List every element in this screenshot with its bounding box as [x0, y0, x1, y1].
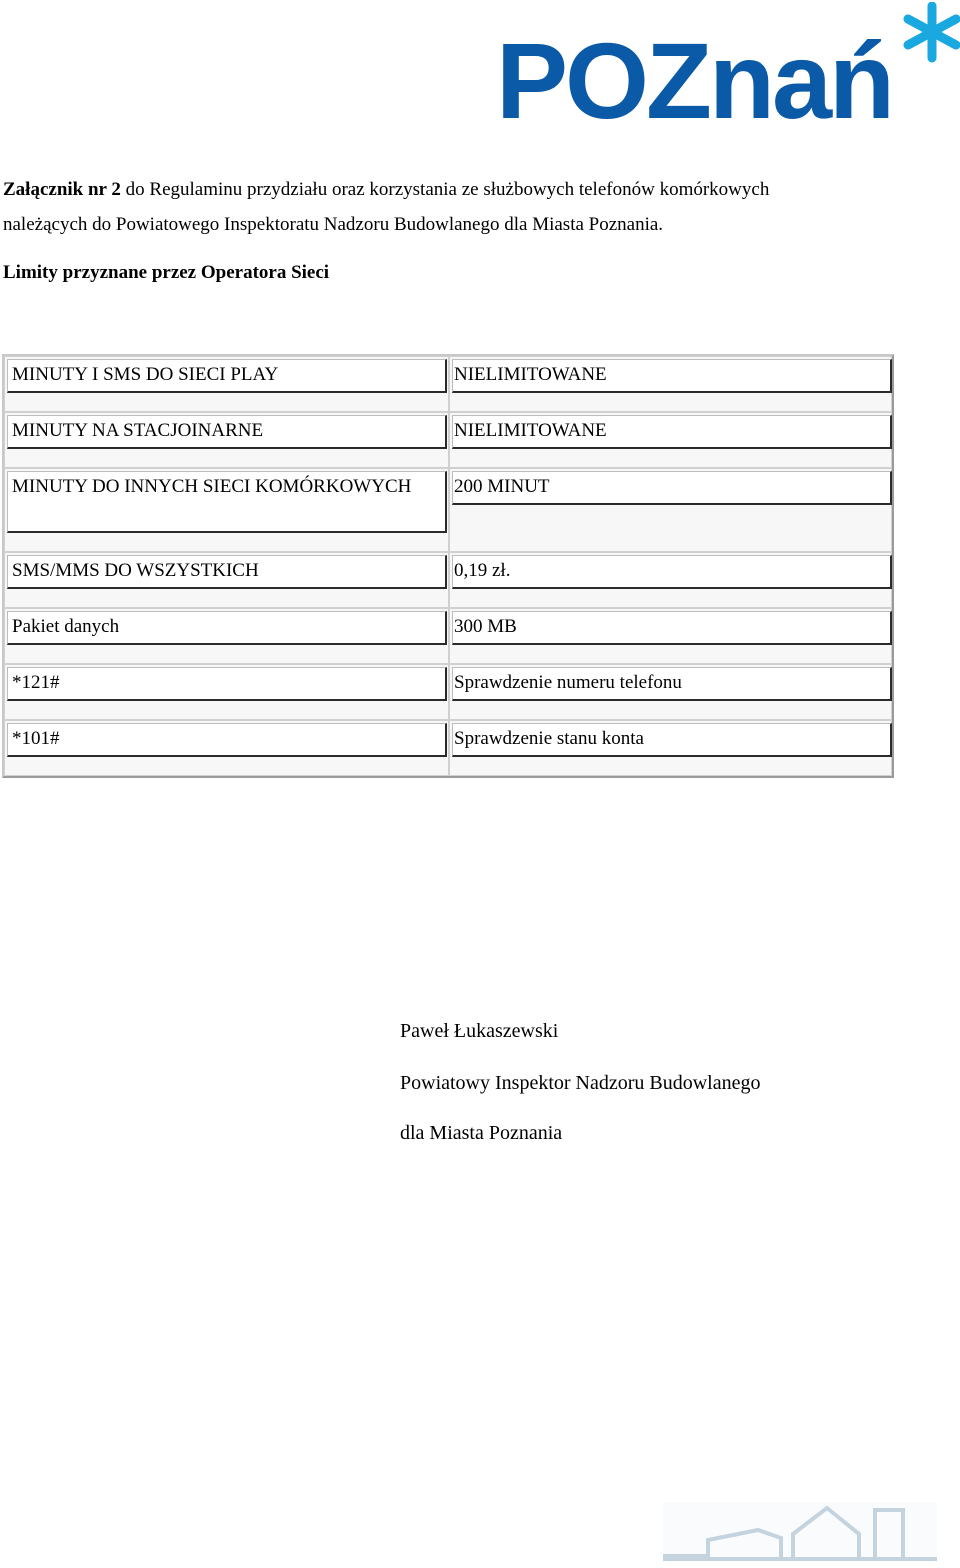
building-outline-icon: [663, 1502, 937, 1562]
signature-title: Powiatowy Inspektor Nadzoru Budowlanego: [400, 1072, 761, 1094]
table-cell-value: 300 MB: [452, 611, 892, 645]
table-cell-value: 200 MINUT: [452, 471, 892, 505]
table-cell-value: Sprawdzenie stanu konta: [452, 723, 892, 757]
table-cell-label: *101#: [7, 723, 447, 757]
intro-paragraph: [3, 172, 953, 242]
table-row: [4, 552, 892, 608]
intro-line2: należących do Powiatowego Inspektoratu Nadzoru Budowlanego dla Miasta Poznania.: [3, 214, 664, 235]
table-cell-label: SMS/MMS DO WSZYSTKICH: [7, 555, 447, 589]
table-cell-label: *121#: [7, 667, 447, 701]
limits-table: [2, 354, 894, 778]
table-row: [4, 608, 892, 664]
intro-line1: do Regulaminu przydziału oraz korzystania ze służbowych telefonów komórkowych: [120, 179, 770, 200]
table-cell-value: 0,19 zł.: [452, 555, 892, 589]
table-cell-label: Pakiet danych: [7, 611, 447, 645]
attachment-label: Załącznik nr 2: [3, 179, 121, 200]
table-row: [4, 720, 892, 776]
asterisk-icon: [908, 6, 956, 58]
table-row: [4, 468, 892, 552]
table-cell-label: MINUTY DO INNYCH SIECI KOMÓRKOWYCH: [7, 471, 447, 533]
table-row: [4, 356, 892, 412]
table-row: [4, 664, 892, 720]
signature-name: Paweł Łukaszewski: [400, 1020, 559, 1042]
table-cell-value: NIELIMITOWANE: [452, 359, 892, 393]
signature-org: dla Miasta Poznania: [400, 1122, 563, 1144]
table-cell-label: MINUTY I SMS DO SIECI PLAY: [7, 359, 447, 393]
limits-title: Limity przyznane przez Operatora Sieci: [3, 262, 330, 283]
table-cell-value: Sprawdzenie numeru telefonu: [452, 667, 892, 701]
table-cell-value: NIELIMITOWANE: [452, 415, 892, 449]
table-cell-label: MINUTY NA STACJOINARNE: [7, 415, 447, 449]
logo-text: POZnań: [496, 20, 893, 122]
table-row: [4, 412, 892, 468]
poznan-logo: [496, 2, 960, 122]
